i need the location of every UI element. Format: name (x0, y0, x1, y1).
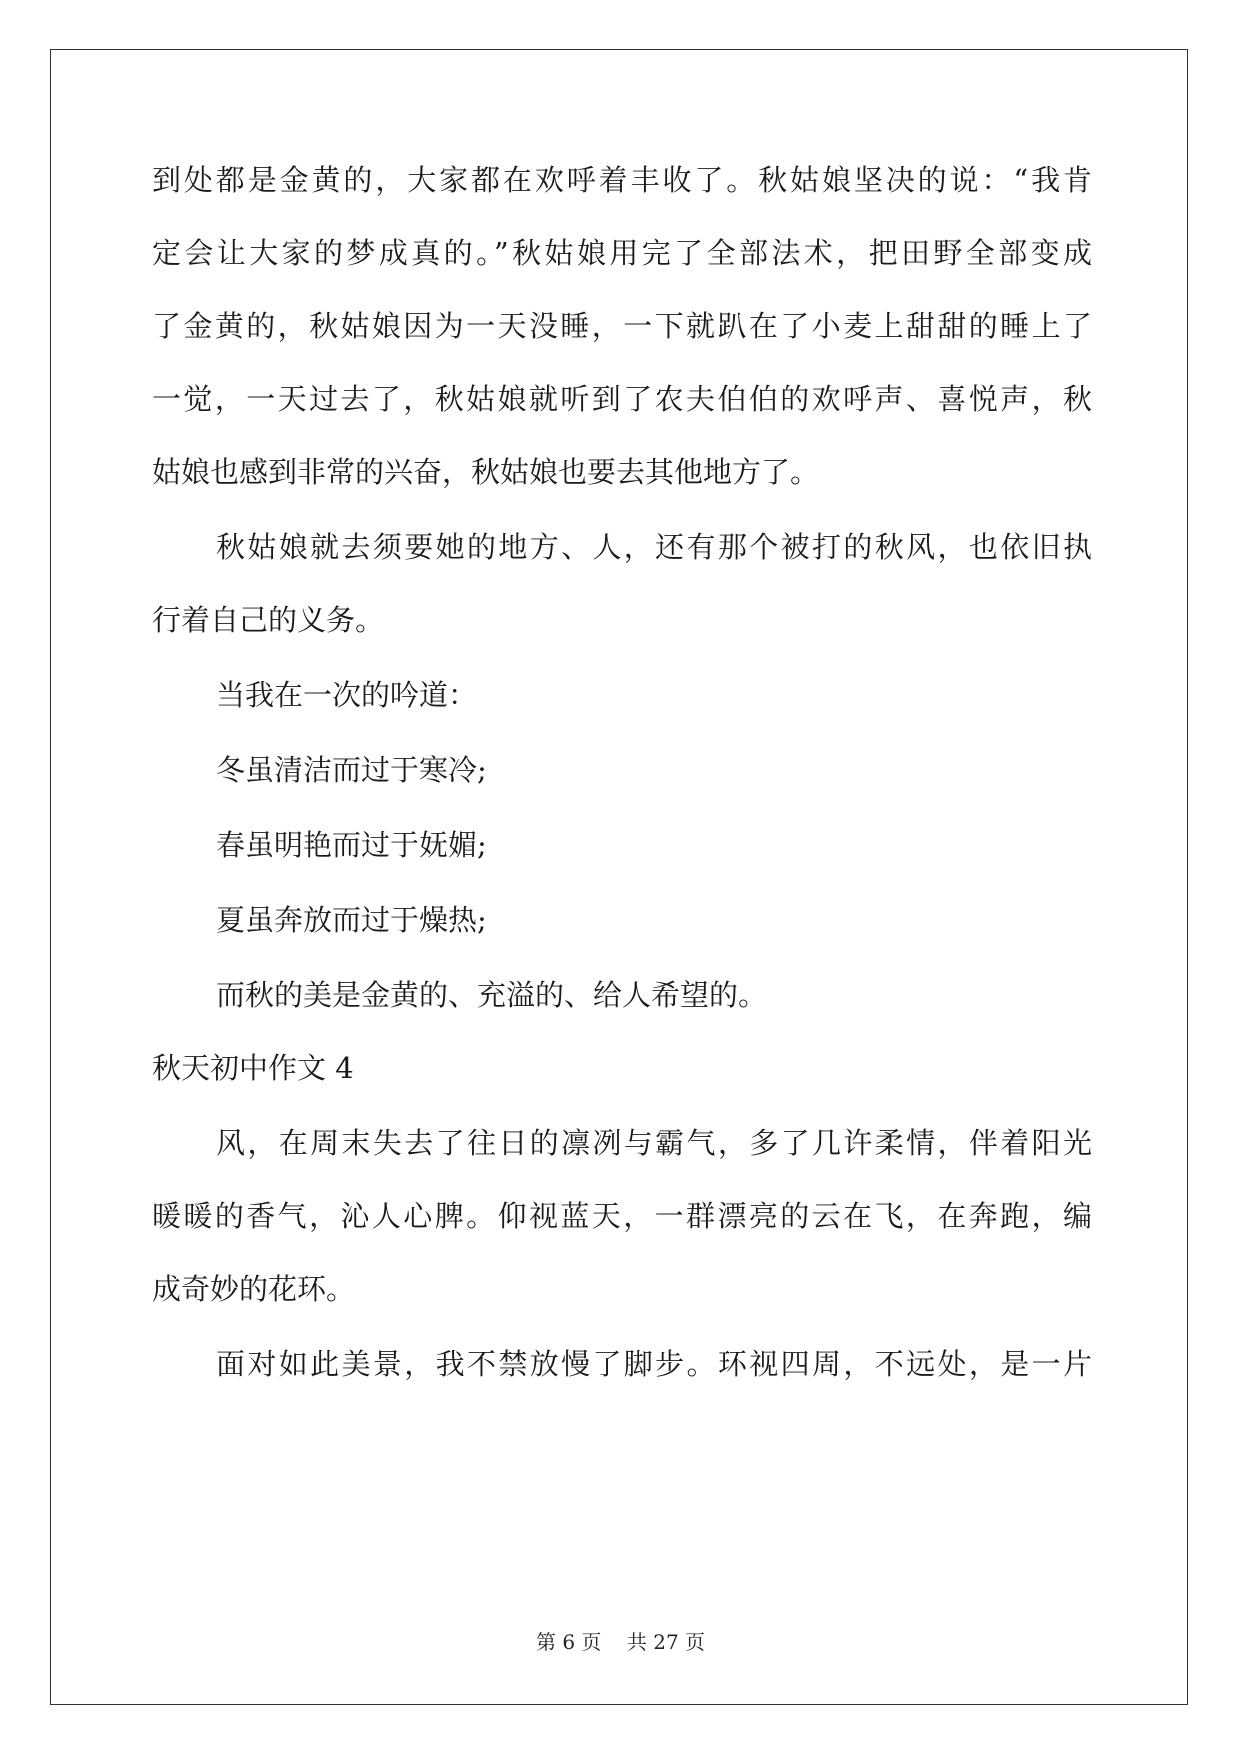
page-total: 共 27 页 (626, 1630, 706, 1654)
text-line: 了金黄的，秋姑娘因为一天没睡，一下就趴在了小麦上甜甜的睡上了 (152, 309, 1092, 343)
text-line: 成奇妙的花环。 (152, 1272, 356, 1306)
page-border (50, 49, 1188, 1705)
section-heading: 秋天初中作文 4 (152, 1051, 354, 1085)
paragraph-first-line: 风，在周末失去了往日的凛冽与霸气，多了几许柔情，伴着阳光 (216, 1126, 1092, 1160)
text-line: 一觉，一天过去了，秋姑娘就听到了农夫伯伯的欢呼声、喜悦声，秋 (152, 382, 1092, 416)
poem-line: 冬虽清洁而过于寒冷; (216, 753, 487, 787)
paragraph-first-line: 秋姑娘就去须要她的地方、人，还有那个被打的秋风，也依旧执 (216, 530, 1092, 564)
text-line: 行着自己的义务。 (152, 603, 385, 637)
text-line: 到处都是金黄的，大家都在欢呼着丰收了。秋姑娘坚决的说：“我肯 (152, 163, 1092, 197)
paragraph-first-line: 而秋的美是金黄的、充溢的、给人希望的。 (216, 978, 768, 1012)
text-line: 暖暖的香气，沁人心脾。仰视蓝天，一群漂亮的云在飞，在奔跑，编 (152, 1199, 1092, 1233)
poem-line: 夏虽奔放而过于燥热; (216, 903, 487, 937)
page-footer (0, 1629, 1241, 1655)
text-line: 定会让大家的梦成真的。”秋姑娘用完了全部法术，把田野全部变成 (152, 236, 1092, 270)
poem-line: 春虽明艳而过于妩媚; (216, 828, 487, 862)
text-line: 姑娘也感到非常的兴奋，秋姑娘也要去其他地方了。 (152, 455, 820, 489)
paragraph-first-line: 面对如此美景，我不禁放慢了脚步。环视四周，不远处，是一片 (216, 1347, 1092, 1381)
page-number: 第 6 页 (535, 1630, 602, 1654)
paragraph-first-line: 当我在一次的吟道： (216, 678, 478, 712)
